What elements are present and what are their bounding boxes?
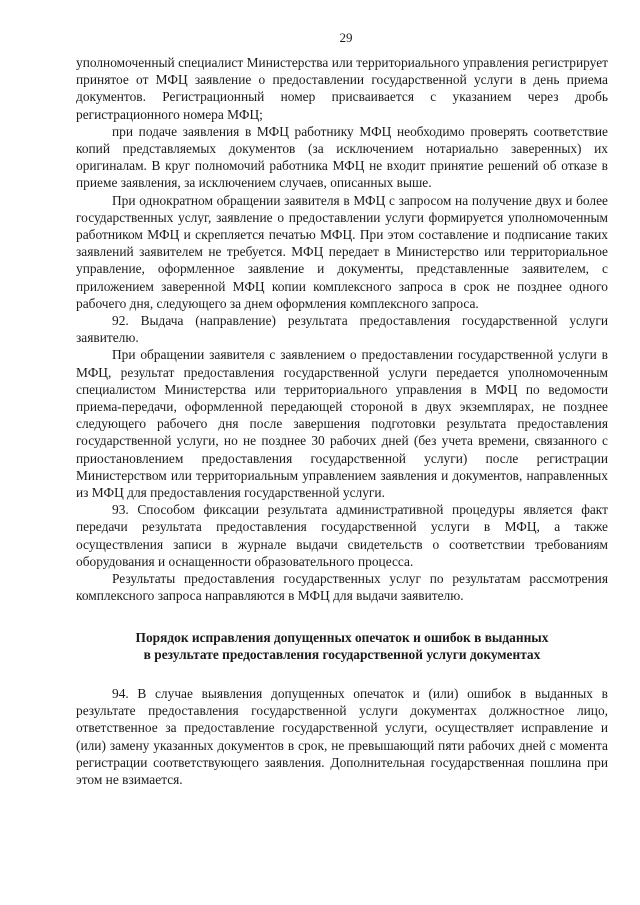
paragraph-document-check: при подаче заявления в МФЦ работнику МФЦ необходимо проверять соответствие копий представляемых документов (за исключением нотариально заверенных) их оригиналам. В круг полномочий работника МФЦ не входит принятие решений об отказе в приеме заявления, за исключением случаев, описанных выше.	[76, 123, 608, 191]
paragraph-registration: уполномоченный специалист Министерства или территориального управления регистрирует принятое от МФЦ заявление о предоставлении государственной услуги в день приема документов. Регистрационный номер присваивается с указанием через дробь регистрационного номера МФЦ;	[76, 55, 608, 122]
page-number: 29	[339, 30, 353, 45]
section-heading	[76, 629, 608, 663]
paragraph-93: 93. Способом фиксации результата административной процедуры является факт передачи результата предоставления государственной услуги в МФЦ, а также осуществления записи в журнале выдачи свидетельств о соответствии требованиям оборудования и оснащенности образовательного процесса.	[76, 502, 608, 569]
paragraph-complex-request: При однократном обращении заявителя в МФЦ с запросом на получение двух и более государственных услуг, заявление о предоставлении услуги формируется уполномоченным работником МФЦ и скрепляется печатью МФЦ. При этом составление и подписание таких заявлений заявителем не требуется. МФЦ передает в Министерство или территориальное управление, оформленное заявление и документы, представленные заявителем, с приложением заверенной МФЦ копии комплексного запроса в срок не позднее одного рабочего дня, следующего за днем оформления комплексного запроса.	[76, 192, 608, 311]
paragraph-92-title: 92. Выдача (направление) результата предоставления государственной услуги заявителю.	[76, 313, 608, 346]
section-heading-line-2: в результате предоставления государственной услуги документах	[143, 646, 541, 662]
body-text-bottom	[76, 685, 608, 788]
section-heading-line-1: Порядок исправления допущенных опечаток и ошибок в выданных	[135, 629, 549, 645]
document-page	[76, 30, 608, 788]
paragraph-94: 94. В случае выявления допущенных опечаток и (или) ошибок в выданных в результате предоставления государственной услуги документах должностное лицо, ответственное за предоставление государственной услуги, осуществляет исправление и (или) замену указанных документов в срок, не превышающий пяти рабочих дней с момента регистрации соответствующего заявления. Дополнительная государственная пошлина при этом не взимается.	[76, 685, 608, 787]
body-text-top	[76, 54, 608, 605]
paragraph-92-body: При обращении заявителя с заявлением о предоставлении государственной услуги в МФЦ, результат предоставления государственной услуги передается уполномоченным специалистом Министерства или территориального управления в МФЦ по ведомости приема-передачи, оформленной передающей стороной в двух экземплярах, не позднее следующего рабочего дня после завершения подготовки результата предоставления государственной услуги, но не позднее 30 рабочих дней (без учета времени, связанного с приостановлением предоставления государственной услуги) после регистрации Министерством или территориальным управлением заявления и документов, направленных из МФЦ для предоставления государственной услуги.	[76, 347, 608, 501]
paragraph-results: Результаты предоставления государственных услуг по результатам рассмотрения комплексного запроса направляются в МФЦ для выдачи заявителю.	[76, 571, 608, 604]
